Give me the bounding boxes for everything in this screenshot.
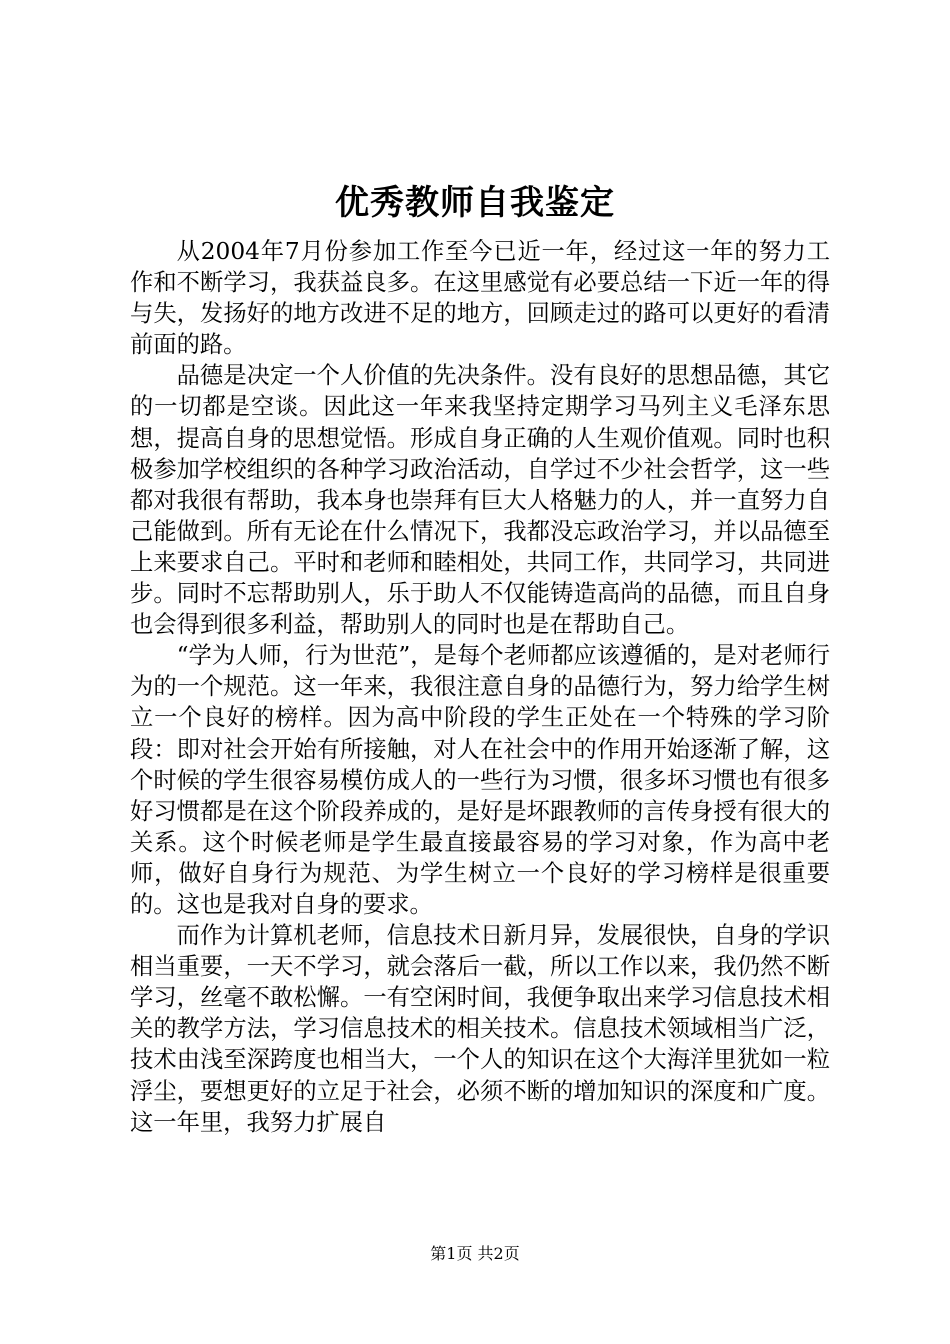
page-footer: 第1页 共2页 xyxy=(430,1244,520,1263)
paragraph-3: “学为人师，行为世范”，是每个老师都应该遵循的，是对老师行为的一个规范。这一年来，我很注意自身的品德行为，努力给学生树立一个良好的榜样。因为高中阶段的学生正处在一个特殊的学习阶段：即对社会开始有所接触，对人在社会中的作用开始逐渐了解，这个时候的学生很容易模仿成人的一些行为习惯，很多坏习惯也有很多好习惯都是在这个阶段养成的，是好是坏跟教师的言传身授有很大的关系。这个时候老师是学生最直接最容易的学习对象，作为高中老师，做好自身行为规范、为学生树立一个良好的学习榜样是很重要的。这也是我对自身的要求。 xyxy=(130,642,830,918)
paragraph-2: 品德是决定一个人价值的先决条件。没有良好的思想品德，其它的一切都是空谈。因此这一年来我坚持定期学习马列主义毛泽东思想，提高自身的思想觉悟。形成自身正确的人生观价值观。同时也积极参加学校组织的各种学习政治活动，自学过不少社会哲学，这一些都对我很有帮助，我本身也崇拜有巨大人格魅力的人，并一直努力自己能做到。所有无论在什么情况下，我都没忘政治学习，并以品德至上来要求自己。平时和老师和睦相处，共同工作，共同学习，共同进步。同时不忘帮助别人，乐于助人不仅能铸造高尚的品德，而且自身也会得到很多利益，帮助别人的同时也是在帮助自己。 xyxy=(130,362,830,639)
document-body xyxy=(130,236,830,1138)
paragraph-4: 而作为计算机老师，信息技术日新月异，发展很快，自身的学识相当重要，一天不学习，就会落后一截，所以工作以来，我仍然不断学习，丝毫不敢松懈。一有空闲时间，我便争取出来学习信息技术相关的教学方法，学习信息技术的相关技术。信息技术领域相当广泛，技术由浅至深跨度也相当大，一个人的知识在这个大海洋里犹如一粒浮尘，要想更好的立足于社会，必须不断的增加知识的深度和广度。这一年里，我努力扩展自 xyxy=(130,922,830,1136)
paragraph-1: 从2004年7月份参加工作至今已近一年，经过这一年的努力工作和不断学习，我获益良多。在这里感觉有必要总结一下近一年的得与失，发扬好的地方改进不足的地方，回顾走过的路可以更好的看清前面的路。 xyxy=(130,238,830,359)
document-title: 优秀教师自我鉴定 xyxy=(335,183,615,223)
